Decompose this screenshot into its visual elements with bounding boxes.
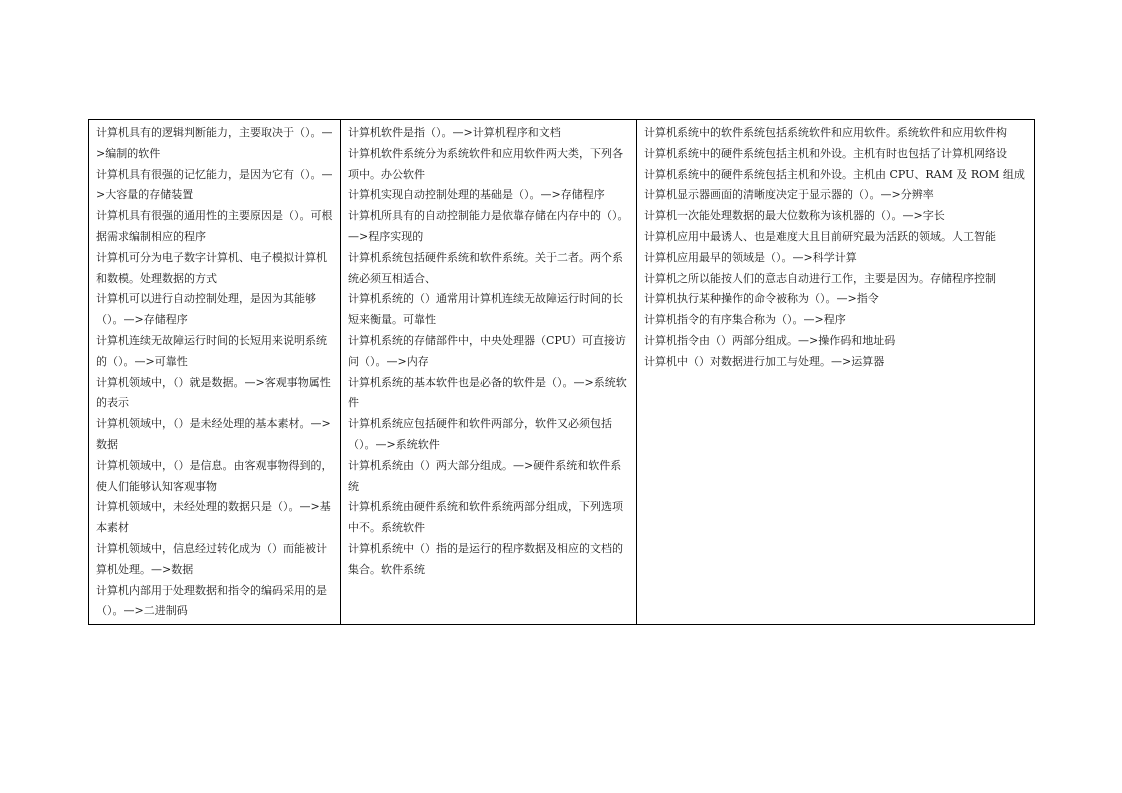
- list-item: 计算机软件是指（）。—>计算机程序和文档: [348, 126, 561, 139]
- list-item: 计算机领域中，信息经过转化成为（）而能被计算机处理。—>数据: [96, 541, 327, 576]
- list-item: 计算机可分为电子数字计算机、电子模拟计算机和数模。处理数据的方式: [96, 250, 327, 285]
- list-item: 计算机应用中最诱人、也是难度大且目前研究最为活跃的领域。人工智能: [644, 229, 996, 243]
- list-item: 计算机实现自动控制处理的基础是（）。—>存储程序: [348, 188, 605, 202]
- list-item: 计算机软件系统分为系统软件和应用软件两大类，下列各项中。办公软件: [348, 146, 623, 181]
- list-item: 计算机显示器画面的清晰度决定于显示器的（）。—>分辨率: [644, 188, 934, 202]
- table-row: [89, 120, 1035, 625]
- list-item: 计算机系统的（）通常用计算机连续无故障运行时间的长短来衡量。可靠性: [348, 292, 623, 327]
- list-item: 计算机指令由（）两部分组成。—>操作码和地址码: [644, 333, 896, 347]
- column-1-cell: [89, 120, 341, 625]
- column-3-cell: [637, 120, 1035, 625]
- list-item: 计算机系统应包括硬件和软件两部分，软件又必须包括（）。—>系统软件: [348, 417, 612, 451]
- list-item: 计算机系统包括硬件系统和软件系统。关于二者。两个系统必须互相适合、: [348, 250, 623, 285]
- list-item: 计算机系统中的软件系统包括系统软件和应用软件。系统软件和应用软件构: [644, 126, 1007, 139]
- list-item: 计算机执行某种操作的命令被称为（）。—>指令: [644, 292, 879, 306]
- list-item: 计算机之所以能按人们的意志自动进行工作，主要是因为。存储程序控制: [644, 271, 996, 285]
- qa-table: [88, 119, 1035, 625]
- list-item: 计算机应用最早的领域是（）。—>科学计算: [644, 250, 857, 264]
- list-item: 计算机系统中（）指的是运行的程序数据及相应的文档的集合。软件系统: [348, 541, 623, 576]
- column-2-cell: [341, 120, 637, 625]
- list-item: 计算机指令的有序集合称为（）。—>程序: [644, 313, 846, 327]
- list-item: 计算机领域中，未经处理的数据只是（）。—>基本素材: [96, 500, 331, 535]
- list-item: 计算机具有很强的记忆能力，是因为它有（）。—>大容量的存储装置: [96, 167, 333, 202]
- list-item: 计算机可以进行自动控制处理，是因为其能够（）。—>存储程序: [96, 292, 316, 327]
- list-item: 计算机领域中，（）是未经处理的基本素材。—>数据: [96, 417, 331, 451]
- list-item: 计算机系统的基本软件也是必备的软件是（）。—>系统软件: [348, 375, 627, 410]
- list-item: 计算机一次能处理数据的最大位数称为该机器的（）。—>字长: [644, 209, 945, 223]
- list-item: 计算机系统由（）两大部分组成。—>硬件系统和软件系统: [348, 458, 622, 493]
- list-item: 计算机系统的存储部件中，中央处理器（CPU）可直接访问（）。—>内存: [348, 333, 626, 368]
- list-item: 计算机领域中，（）是信息。由客观事物得到的，使人们能够认知客观事物: [96, 458, 333, 493]
- list-item: 计算机内部用于处理数据和指令的编码采用的是（）。—>二进制码: [96, 583, 327, 618]
- list-item: 计算机所具有的自动控制能力是依靠存储在内存中的（）。—>程序实现的: [348, 209, 629, 243]
- list-item: 计算机系统中的硬件系统包括主机和外设。主机有时也包括了计算机网络设: [644, 146, 1007, 160]
- list-item: 计算机系统由硬件系统和软件系统两部分组成，下列选项中不。系统软件: [348, 500, 623, 535]
- list-item: 计算机具有的逻辑判断能力，主要取决于（）。—>编制的软件: [96, 126, 333, 160]
- list-item: 计算机系统中的硬件系统包括主机和外设。主机由 CPU、RAM 及 ROM 组成: [644, 167, 1025, 181]
- list-item: 计算机领域中，（）就是数据。—>客观事物属性的表示: [96, 375, 331, 410]
- list-item: 计算机连续无故障运行时间的长短用来说明系统的（）。—>可靠性: [96, 333, 327, 368]
- list-item: 计算机具有很强的通用性的主要原因是（）。可根据需求编制相应的程序: [96, 209, 333, 243]
- list-item: 计算机中（）对数据进行加工与处理。—>运算器: [644, 354, 885, 368]
